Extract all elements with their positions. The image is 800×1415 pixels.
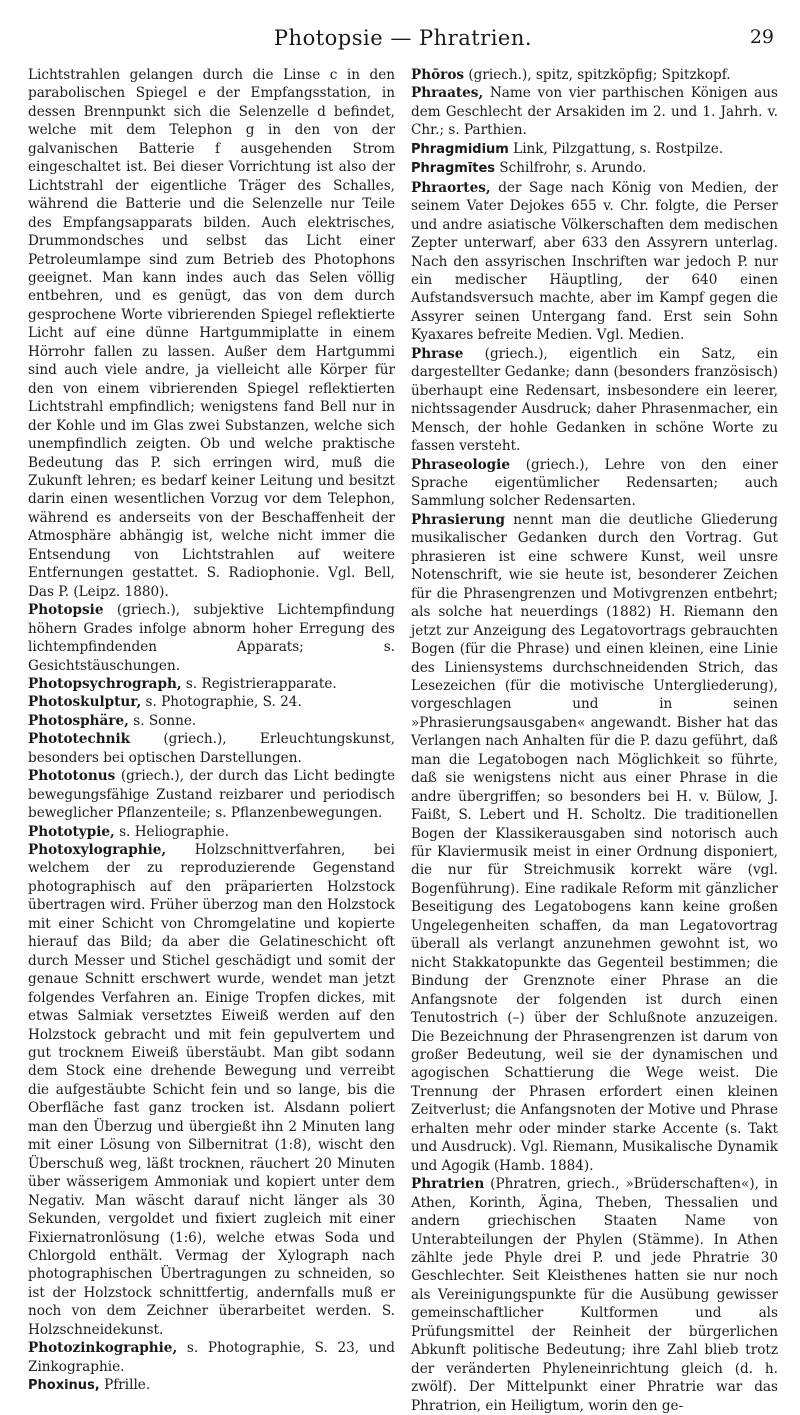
entry-headword: Phragmītes [411,161,496,177]
running-head [28,26,778,66]
page-number: 29 [749,26,774,48]
continued-paragraph [28,66,395,601]
dictionary-entry [411,140,778,159]
entry-text: s. Registrierapparate. [181,675,337,692]
entry-text: s. Heliographie. [114,823,229,840]
text-columns [28,66,778,1415]
dictionary-entry [28,823,395,841]
entry-headword: Phōros [411,67,465,83]
entry-text: (griech.), eigentlich ein Satz, ein dargestellter Gedanke; dann (besonders französisch) überhaupt eine Redensart, insbesondere ein leerer, nichtssagender Ausdruck; daher Phrasenmacher, ein Mensch, der hohle Gedanken in schöne Worte zu fassen versteht. [411,345,778,455]
entry-headword: Photoskulptur, [28,694,142,711]
dictionary-entry [411,345,778,456]
entry-headword: Phraseologie [411,456,510,473]
page-title: Photopsie — Phratrien. [273,26,533,50]
dictionary-entry [411,66,778,84]
dictionary-entry [411,1175,778,1415]
dictionary-entry [28,712,395,730]
entry-headword: Photopsie [28,602,104,619]
entry-text: (griech.), spitz, spitzköpfig; Spitzkopf. [464,67,731,83]
left-column [28,66,395,1415]
entry-text: Link, Pilzgattung, s. Rostpilze. [508,140,724,157]
entry-headword: Phratrien [411,1176,485,1193]
entry-headword: Photopsychrograph, [28,675,182,692]
dictionary-entry [28,693,395,711]
entry-headword: Phraates, [411,85,484,102]
entry-headword: Photozinkographie, [28,1340,178,1357]
entry-text: der Sage nach König von Medien, der seinem Vater Dejokes 655 v. Chr. folgte, die Perser und andre asiatische Völkerschaften dem medischen Zepter unterwarf, aber 633 den Assyrern unterlag. Nach den assyrischen Inschriften war jedoch P. nur ein medischer Häuptling, der 640 einen Aufstandsversuch machte, aber im Kampf gegen die Assyrer seinen Untergang fand. Erst sein Sohn Kyaxares befreite Medien. Vgl. Medien. [411,179,778,344]
entry-headword: Phraortes, [411,179,491,196]
entry-text: (Phratren, griech., »Brüderschaften«), in Athen, Korinth, Ägina, Theben, Thessalien und andern griechischen Staaten Name von Unterabteilungen der Phylen (Stämme). In Athen zählte jede Phyle drei P. und jede Phratrie 30 Geschlechter. Seit Kleisthenes hatten sie nur noch als Vereinigungspunkte für die Ausübung gewisser gemeinschaftlicher Kultformen und als Prüfungsmittel der Reinheit der bürgerlichen Abkunft politische Bedeutung; ihre Zahl blieb trotz der veränderten Phyleneinrichtung gleich (d. h. zwölf). Der Mittelpunkt einer Phratrie war das Phratrion, ein Heiligtum, worin den ge- [411,1176,778,1414]
entry-text: s. Sonne. [128,712,197,729]
right-column [411,66,778,1415]
entry-text: Pfrille. [99,1377,151,1394]
entry-headword: Phrasierung [411,511,505,528]
entry-headword: Phrase [411,345,464,362]
dictionary-entry [28,675,395,693]
entry-headword: Phototechnik [28,731,131,748]
entry-headword: Phototypie, [28,823,115,840]
entry-text: (griech.), subjektive Lichtempfindung höhern Grades infolge abnorm hoher Erregung des lichtempfindenden Apparats; s. Gesichtstäuschungen. [28,602,395,674]
dictionary-entry [28,730,395,767]
entry-headword: Phototonus [28,768,116,785]
entry-text: (griech.), der durch das Licht bedingte bewegungsfähige Zustand reizbarer und periodisch beweglicher Pflanzenteile; s. Pflanzenbewegungen. [28,768,395,822]
entry-text: Lichtstrahlen gelangen durch die Linse c in den parabolischen Spiegel e der Empfangsstation, in dessen Brennpunkt sich die Selenzelle d befindet, welche mit dem Telephon g in den von der galvanischen Batterie f ausgehenden Strom eingeschaltet ist. Bei dieser Vorrichtung ist also der Lichtstrahl der eigentliche Träger des Schalles, während die Batterie und die Selenzelle nur Teile des Empfangsapparats bilden. Auch elektrisches, Drummondsches und selbst das Licht einer Petroleumlampe sind zum Betrieb des Photophons geeignet. Man kann indes auch das Selen völlig entbehren, und es genügt, das von dem durch gesprochene Worte vibrierenden Spiegel reflektierte Licht auf eine dünne Hartgummiplatte in einem Hörrohr fallen zu lassen. Außer dem Hartgummi sind auch viele andre, ja vielleicht alle Körper für den von einem vibrierenden Spiegel reflektierten Lichtstrahl empfindlich; wenigstens fand Bell nur in der Kohle und im Glas zwei Substanzen, welche sich unempfindlich zeigten. Ob und welche praktische Bedeutung das P. sich erringen wird, muß die Zukunft lehren; es bedarf keiner Leitung und besitzt darin einen wesentlichen Vorzug vor dem Telephon, während es anderseits von der Beschaffenheit der Atmosphäre abhängig ist, welche nicht immer die Entsendung von Lichtstrahlen auf weitere Entfernungen gestattet. S. Radiophonie. Vgl. Bell, Das P. (Leipz. 1880). [28,67,395,600]
dictionary-entry [411,456,778,511]
dictionary-entry [411,511,778,1175]
entry-text: s. Photographie, S. 23, und Zinkographie. [28,1340,395,1375]
entry-headword: Photosphäre, [28,712,129,729]
dictionary-entry [28,1376,395,1395]
entry-text: Name von vier parthischen Königen aus dem Geschlecht der Arsakiden im 2. und 1. Jahrh. v. Chr.; s. Parthien. [411,85,778,139]
entry-text: nennt man die deutliche Gliederung musikalischer Gedanken durch den Vortrag. Gut phrasieren ist eine schwere Kunst, weil unsre Notenschrift, wie sie heute ist, besonderer Zeichen für die Phrasengrenzen und Motivgrenzen entbehrt; als solche hat neuerdings (1882) H. Riemann den jetzt zur Anzeigung des Legatovortrags gebrauchten Bogen (für die Phrase) und einen kleinen, eine Linie des Liniensystems durchschneidenden Strich, das Lesezeichen (für die motivische Untergliederung), vorgeschlagen und in seinen »Phrasierungsausgaben« angewandt. Bisher hat das Verlangen nach Anhalten für die P. dazu geführt, daß man die Legatobogen nach Möglichkeit so führte, daß sie wenigstens nicht aus einer Phrase in die andre übergriffen; so besonders bei H. v. Bülow, J. Faißt, S. Lebert und H. Scholtz. Die traditionellen Bogen der Klassikerausgaben sind notorisch auch für Klaviermusik meist in einer Ordnung disponiert, die nur für Streichmusik korrekt wäre (vgl. Bogenführung). Eine radikale Reform mit gänzlicher Beseitigung des Legatobogens kann keine großen Ungelegenheiten schaffen, da man Legatovortrag überall als verlangt anzunehmen gewohnt ist, wo nicht Stakkatopunkte das Gegenteil bestimmen; die Bindung der Grenznote einer Phrase an die Anfangsnote der folgenden ist durch einen Tenutostrich (–) über der Schlußnote anzuzeigen. Die Bezeichnung der Phrasengrenzen ist darum von großer Bedeutung, weil sie der dynamischen und agogischen Schattierung die Wege weist. Die Trennung der Phrasen erfordert einen kleinen Zeitverlust; die Anfangsnoten der Motive und Phrase erhalten mehr oder minder starke Accente (s. Takt und Ausdruck). Vgl. Riemann, Musikalische Dynamik und Agogik (Hamb. 1884). [411,511,778,1174]
entry-headword: Photoxylographie, [28,842,167,859]
entry-text: (griech.), Lehre von den einer Sprache eigentümlicher Redensarten; auch Sammlung solcher Redensarten. [411,456,778,510]
dictionary-entry [28,841,395,1339]
entry-text: Schilfrohr, s. Arundo. [495,160,647,177]
dictionary-entry [411,159,778,178]
entry-text: Holzschnittverfahren, bei welchem der zu reproduzierende Gegenstand photographisch auf den präparierten Holzstock übertragen wird. Früher überzog man den Holzstock mit einer Schicht von Chromgelatine und kopierte hierauf das Bild; da aber die Gelatineschicht oft durch Messer und Stichel geschädigt und somit der genaue Schnitt erschwert wurde, wendet man jetzt folgendes Verfahren an. Einige Tropfen dickes, mit etwas Salmiak versetztes Eiweiß werden auf den Holzstock gebracht und mit fein gepulvertem und gut trocknem Eiweiß überstäubt. Man gibt sodann dem Stock eine drehende Bewegung und verreibt die aufgestäubte Schicht fein und so lange, bis die Oberfläche fast ganz trocken ist. Alsdann poliert man den Überzug und übergießt ihn 2 Minuten lang mit einer Lösung von Silbernitrat (1:8), wischt den Überschuß weg, läßt trocknen, räuchert 20 Minuten über wässerigem Ammoniak und kopiert unter dem Negativ. Man wäscht darauf nicht länger als 30 Sekunden, vergoldet und fixiert zugleich mit einer Fixiernatronlösung (1:6), welche etwas Soda und Chlorgold enthält. Vermag der Xylograph nach photographischen Übertragungen zu schneiden, so ist der Holzstock schnittfertig, andernfalls muß er noch von dem Zeichner überarbeitet werden. S. Holzschneidekunst. [28,842,395,1338]
dictionary-entry [28,767,395,822]
dictionary-entry [411,84,778,139]
dictionary-entry [28,1339,395,1376]
dictionary-entry [28,601,395,675]
entry-headword: Phoxinus, [28,1378,100,1394]
dictionary-entry [411,179,778,345]
entry-headword: Phragmidium [411,141,509,157]
entry-text: s. Photographie, S. 24. [141,694,302,711]
entry-text: (griech.), Erleuchtungskunst, besonders bei optischen Darstellungen. [28,731,395,766]
